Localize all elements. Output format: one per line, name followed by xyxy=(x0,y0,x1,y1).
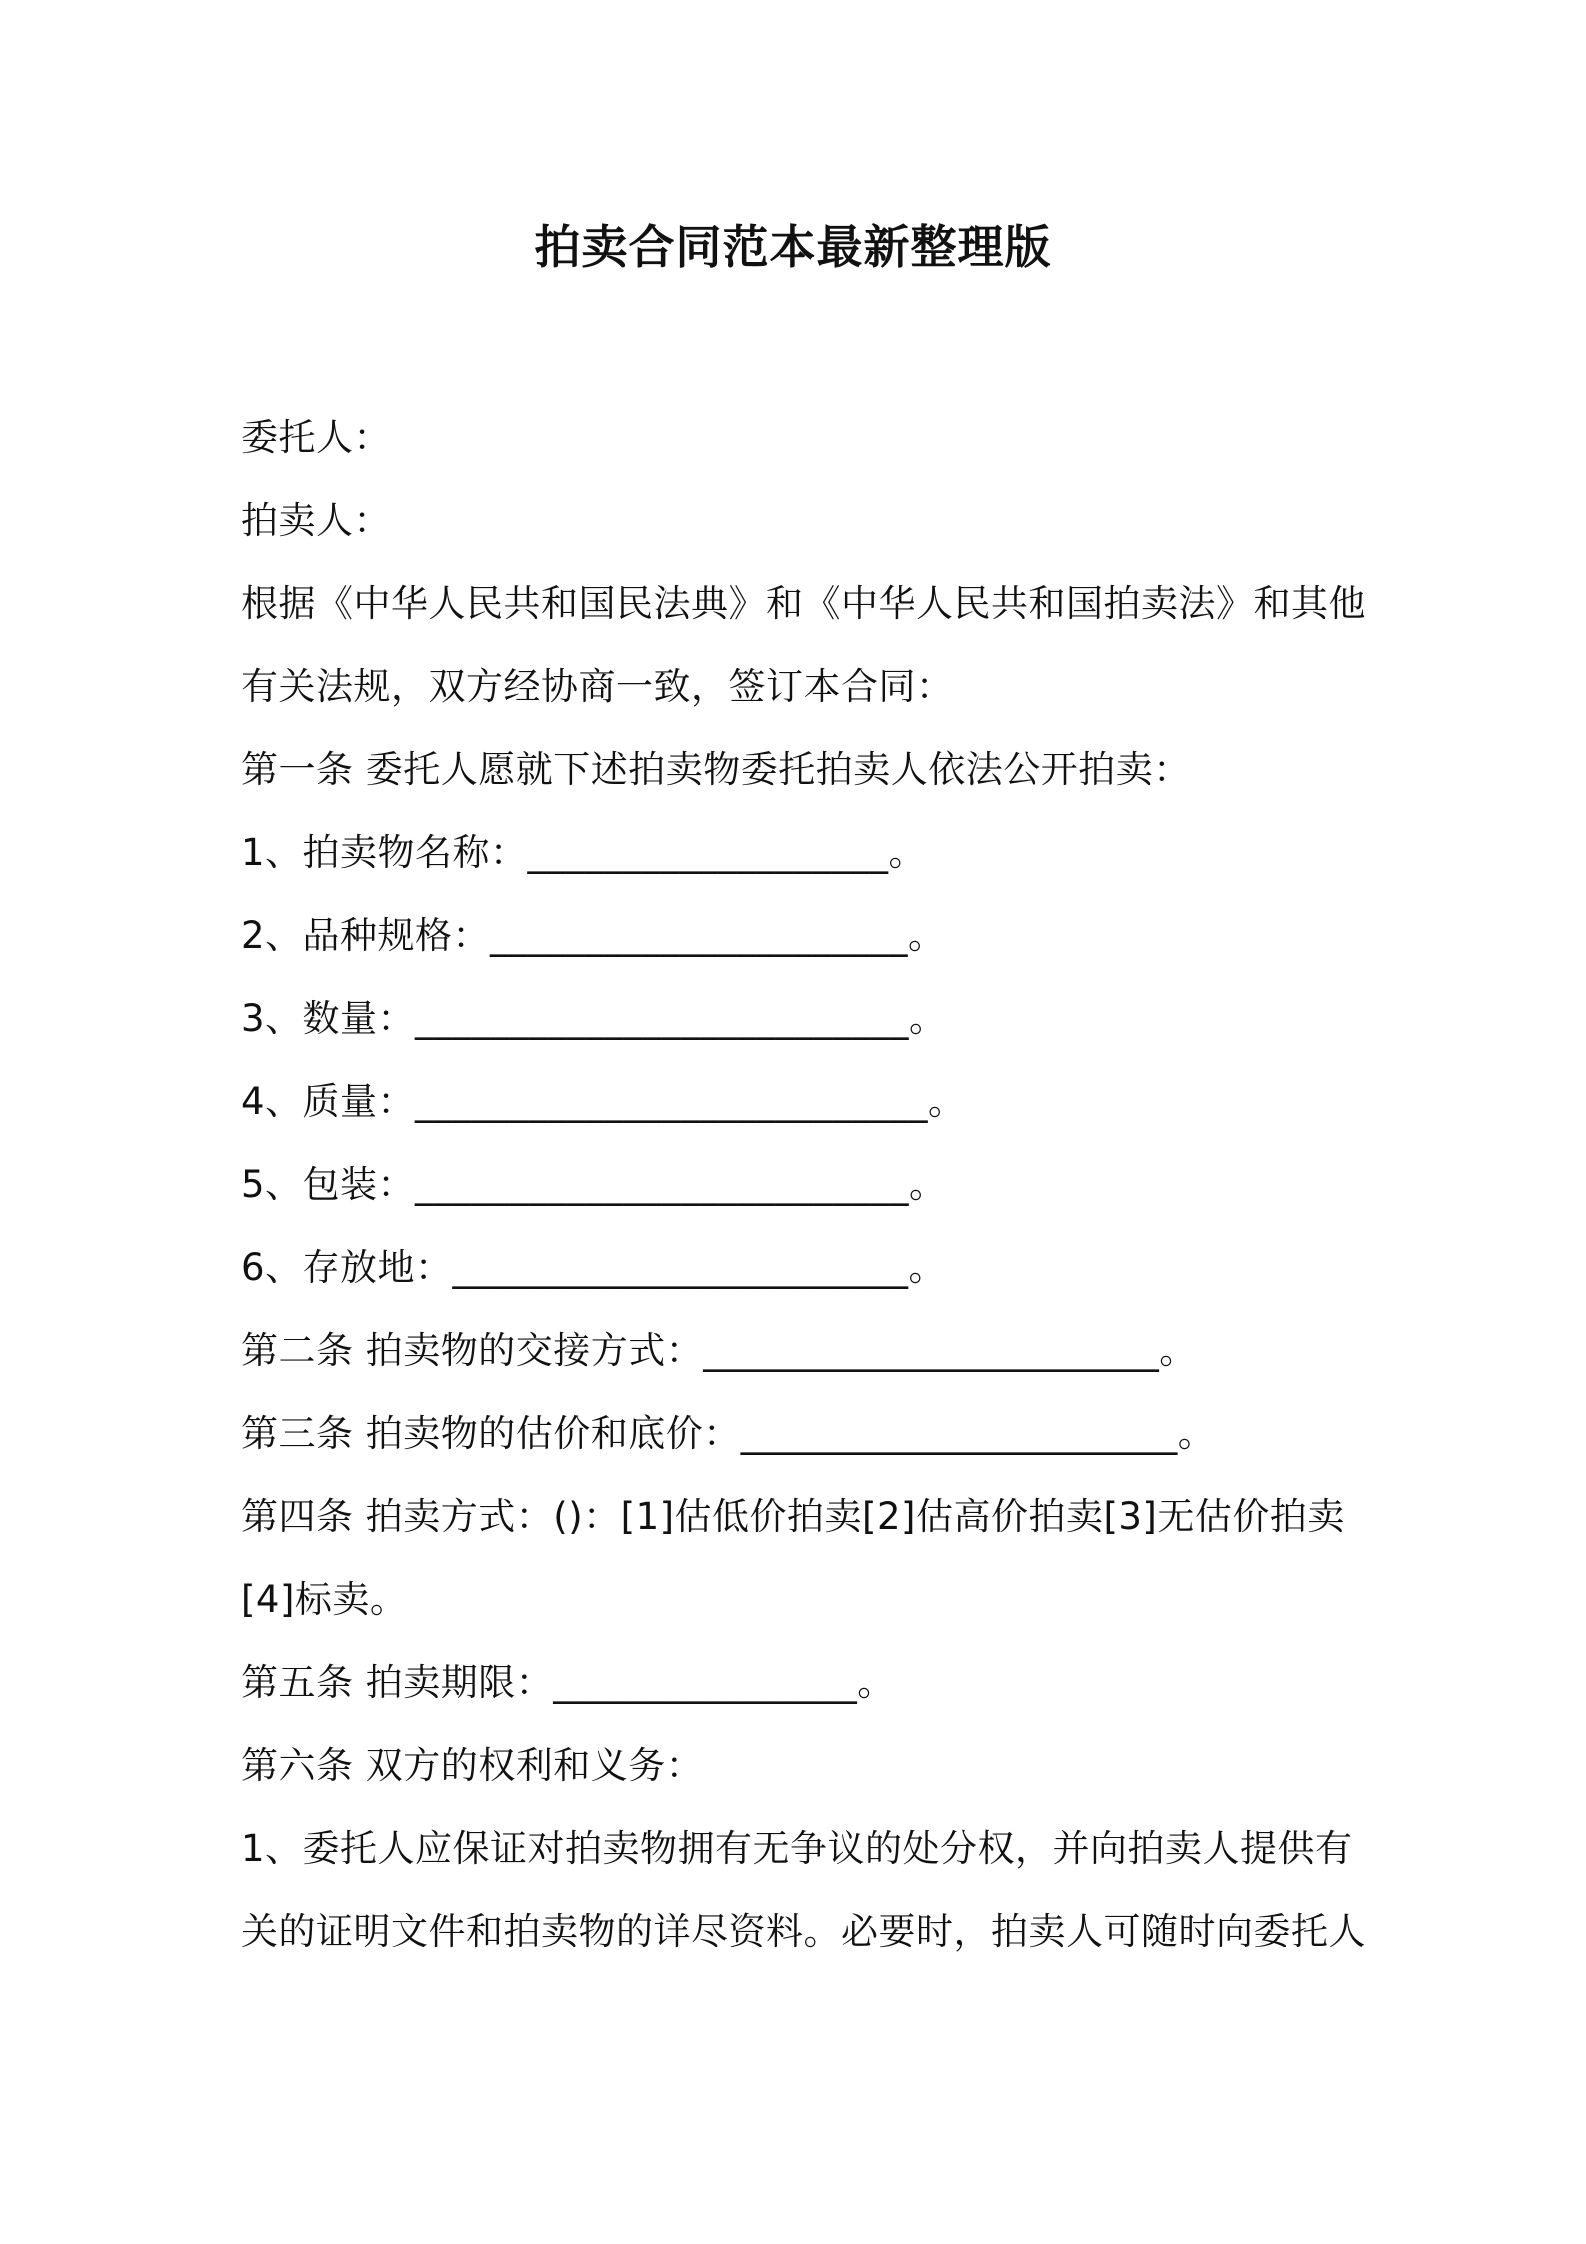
item-name-field: 1、拍卖物名称：___________________。 xyxy=(241,831,927,874)
preamble-line-2: 有关法规，双方经协商一致，签订本合同： xyxy=(241,665,954,708)
article-6-clause-1-line-1: 1、委托人应保证对拍卖物拥有无争议的处分权，并向拍卖人提供有 xyxy=(241,1827,1353,1870)
article-4-line-2: [4]标卖。 xyxy=(241,1578,408,1621)
document-title: 拍卖合同范本最新整理版 xyxy=(534,220,1052,274)
article-3-line: 第三条 拍卖物的估价和底价：_______________________。 xyxy=(241,1412,1216,1455)
item-quality-field: 4、质量：___________________________。 xyxy=(241,1080,966,1123)
preamble-line-1: 根据《中华人民共和国民法典》和《中华人民共和国拍卖法》和其他 xyxy=(241,582,1366,625)
article-6-heading: 第六条 双方的权利和义务： xyxy=(241,1744,704,1787)
article-5-line: 第五条 拍卖期限：________________。 xyxy=(241,1661,895,1704)
item-spec-field: 2、品种规格：______________________。 xyxy=(241,914,946,957)
article-4-line-1: 第四条 拍卖方式：()：[1]估低价拍卖[2]估高价拍卖[3]无估价拍卖 xyxy=(241,1495,1345,1538)
party-entrustor-line: 委托人： xyxy=(241,416,391,459)
article-1-heading: 第一条 委托人愿就下述拍卖物委托拍卖人依法公开拍卖： xyxy=(241,748,1191,791)
item-packaging-field: 5、包装：__________________________。 xyxy=(241,1163,947,1206)
article-6-clause-1-line-2: 关的证明文件和拍卖物的详尽资料。必要时，拍卖人可随时向委托人 xyxy=(241,1910,1366,1953)
item-quantity-field: 3、数量：__________________________。 xyxy=(241,997,947,1040)
party-auctioneer-line: 拍卖人： xyxy=(241,499,391,542)
article-2-line: 第二条 拍卖物的交接方式：________________________。 xyxy=(241,1329,1197,1372)
item-storage-field: 6、存放地：________________________。 xyxy=(241,1246,947,1289)
